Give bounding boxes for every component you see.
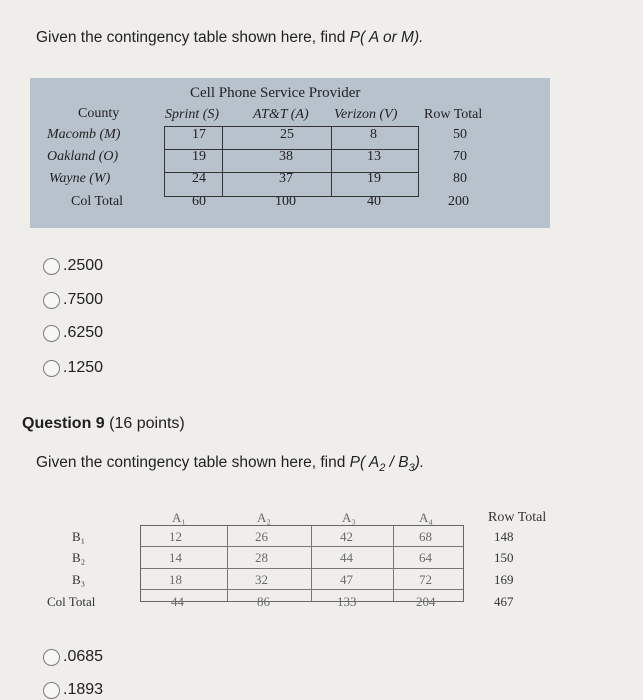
question1-prompt-text: Given the contingency table shown here, find bbox=[36, 29, 346, 46]
radio-button[interactable] bbox=[43, 325, 60, 342]
answer-option-label: .2500 bbox=[63, 257, 104, 274]
table2-col-total: 133 bbox=[337, 594, 357, 609]
radio-button[interactable] bbox=[43, 258, 60, 275]
table1-col-total: 200 bbox=[448, 194, 469, 209]
table2-cell: 64 bbox=[419, 550, 432, 565]
question9-prompt-text: Given the contingency table shown here, find bbox=[36, 454, 346, 471]
table1-col-header-row-total: Row Total bbox=[424, 107, 483, 122]
table2-row-label: B₂ bbox=[72, 550, 86, 565]
table2-cell: 68 bbox=[419, 529, 432, 544]
table2-cell: 18 bbox=[169, 572, 182, 587]
question1-prompt-math: P( A or M). bbox=[349, 29, 424, 46]
answer-option-2[interactable] bbox=[43, 291, 103, 309]
table2-cell: 47 bbox=[340, 572, 353, 587]
table2-col-total: 44 bbox=[171, 594, 184, 609]
table2-cell: 32 bbox=[255, 572, 268, 587]
table2-row-label: B₃ bbox=[72, 572, 86, 587]
table1-row-label-wayne: Wayne (W) bbox=[49, 171, 111, 186]
question9-prompt-sub2: 3 bbox=[408, 462, 415, 475]
table1-cell: 38 bbox=[279, 149, 293, 164]
table1-cell: 17 bbox=[192, 127, 206, 142]
table2-col-total: 204 bbox=[416, 594, 436, 609]
question9-prompt bbox=[36, 454, 424, 474]
question9-prompt-mid: / B bbox=[385, 454, 409, 471]
table1-col-header-verizon: Verizon (V) bbox=[334, 107, 398, 122]
table1-row-label-macomb: Macomb (M) bbox=[47, 127, 121, 142]
question9-title-text: Question 9 bbox=[22, 415, 105, 432]
table2-col-header: A₃ bbox=[342, 510, 356, 525]
table1-col-header-sprint: Sprint (S) bbox=[165, 107, 220, 122]
table1-cell: 13 bbox=[367, 149, 381, 164]
question9-prompt-end: ). bbox=[414, 454, 425, 471]
table1-col-header-att: AT&T (A) bbox=[253, 107, 309, 122]
table1-cell: 25 bbox=[280, 127, 294, 142]
answer-option-label: .0685 bbox=[63, 648, 104, 665]
table1-cell: 70 bbox=[453, 149, 467, 164]
table1-col-total: 60 bbox=[192, 194, 206, 209]
radio-button[interactable] bbox=[43, 649, 60, 666]
answer-option-label: .6250 bbox=[63, 324, 104, 341]
table1-title: Cell Phone Service Provider bbox=[190, 85, 361, 101]
table1-cell: 37 bbox=[279, 171, 293, 186]
table2-row-total: 150 bbox=[494, 550, 514, 565]
table2-col-header: A₁ bbox=[172, 510, 186, 525]
table1-col-total-label: Col Total bbox=[71, 194, 124, 209]
radio-button[interactable] bbox=[43, 682, 60, 699]
table2-cell: 12 bbox=[169, 529, 182, 544]
table2-cell: 44 bbox=[340, 550, 353, 565]
table2-col-total-label: Col Total bbox=[47, 594, 96, 609]
question9-prompt-sub1: 2 bbox=[379, 462, 386, 475]
table1-cell: 19 bbox=[367, 171, 381, 186]
table2-row-label: B₁ bbox=[72, 529, 86, 544]
table1-grid bbox=[164, 126, 419, 197]
table1-cell: 80 bbox=[453, 171, 467, 186]
table2-cell: 72 bbox=[419, 572, 432, 587]
table2-cell: 28 bbox=[255, 550, 268, 565]
answer-option-3[interactable] bbox=[43, 324, 103, 342]
answer-option-2[interactable] bbox=[43, 681, 103, 699]
answer-option-4[interactable] bbox=[43, 359, 103, 377]
table1-cell: 50 bbox=[453, 127, 467, 142]
question9-points: (16 points) bbox=[109, 415, 185, 432]
answer-option-label: .7500 bbox=[63, 291, 104, 308]
table1-col-total: 100 bbox=[275, 194, 296, 209]
table1-cell: 19 bbox=[192, 149, 206, 164]
table2-row-total: 148 bbox=[494, 529, 514, 544]
answer-option-label: .1893 bbox=[63, 681, 104, 698]
radio-button[interactable] bbox=[43, 360, 60, 377]
question1-prompt bbox=[36, 29, 423, 47]
table1-col-total: 40 bbox=[367, 194, 381, 209]
question9-title bbox=[22, 415, 185, 433]
table2-col-header: A₄ bbox=[419, 510, 433, 525]
answer-option-1[interactable] bbox=[43, 257, 103, 275]
table2-col-header: A₂ bbox=[257, 510, 271, 525]
table1-cell: 8 bbox=[370, 127, 377, 142]
answer-option-label: .1250 bbox=[63, 359, 104, 376]
table2-grand-total: 467 bbox=[494, 594, 514, 609]
answer-option-1[interactable] bbox=[43, 648, 103, 666]
table2-cell: 42 bbox=[340, 529, 353, 544]
table1-cell: 24 bbox=[192, 171, 206, 186]
table1-row-label-oakland: Oakland (O) bbox=[47, 149, 119, 164]
radio-button[interactable] bbox=[43, 292, 60, 309]
table2-grid bbox=[140, 525, 464, 602]
table2-row-total-header: Row Total bbox=[488, 510, 547, 525]
table1-county-header: County bbox=[78, 106, 120, 121]
table2-cell: 14 bbox=[169, 550, 182, 565]
question9-prompt-math: P( A bbox=[349, 454, 380, 471]
table2-cell: 26 bbox=[255, 529, 268, 544]
table2-col-total: 86 bbox=[257, 594, 270, 609]
table2-row-total: 169 bbox=[494, 572, 514, 587]
